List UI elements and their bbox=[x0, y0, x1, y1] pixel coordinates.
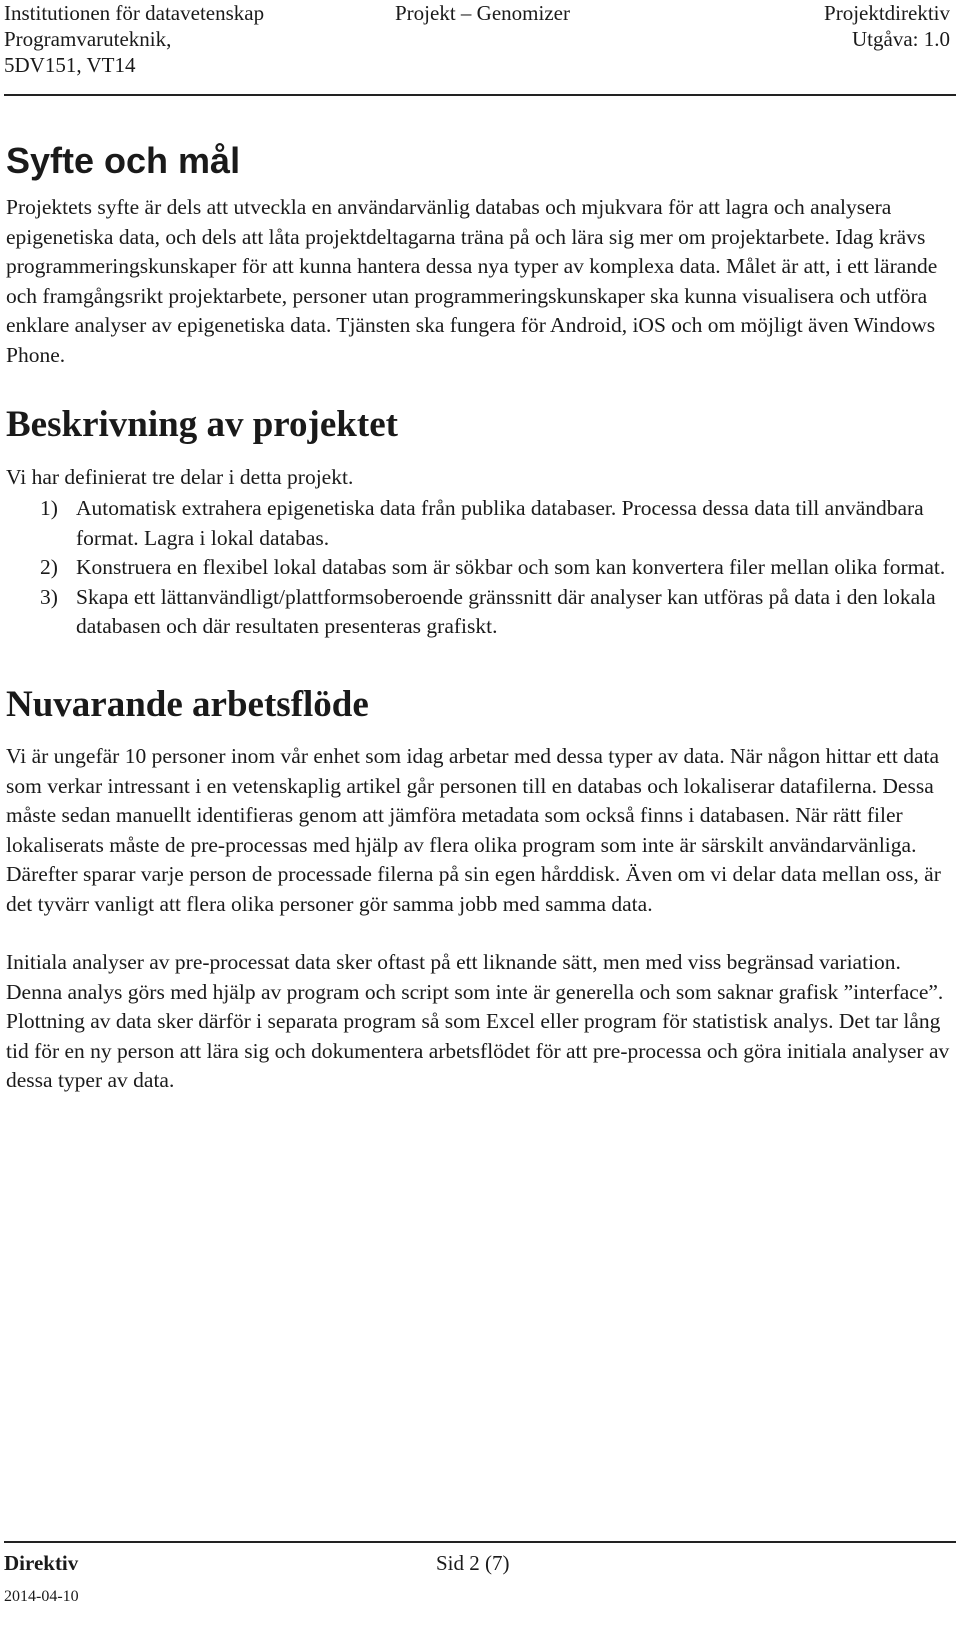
project-parts-list bbox=[6, 494, 950, 642]
footer-date: 2014-04-10 bbox=[4, 1588, 79, 1605]
page-header bbox=[4, 0, 956, 96]
header-right bbox=[824, 0, 950, 52]
footer-page-number: Sid 2 (7) bbox=[436, 1551, 510, 1575]
list-item bbox=[6, 553, 950, 583]
section-heading-syfte: Syfte och mål bbox=[6, 140, 241, 181]
list-item-number: 2) bbox=[40, 555, 58, 580]
document-body bbox=[6, 140, 950, 1096]
list-item-number: 1) bbox=[40, 496, 58, 521]
nuvarande-paragraph-2: Initiala analyser av pre-processat data sker oftast på ett liknande sätt, men med viss begränsad variation. Denna analys görs med hjälp av program och script som inte är generella och som saknar grafisk ”interface”. Plottning av data sker därför i separata program så som Excel eller program för statistisk analys. Det tar lång tid för en ny person att lära sig och dokumentera arbetsflödet för att pre-processa och göra initiala analyser av dessa typer av data. bbox=[6, 950, 950, 1093]
list-item-text: Skapa ett lättanvändligt/plattformsoberoende gränssnitt där analyser kan utföras på data i den lokala databasen och där resultaten presenteras grafiskt. bbox=[76, 584, 936, 639]
header-version: Utgåva: 1.0 bbox=[852, 27, 950, 51]
header-center bbox=[395, 0, 570, 26]
section-heading-beskrivning: Beskrivning av projektet bbox=[6, 404, 398, 446]
list-item-text: Automatisk extrahera epigenetiska data från publika databaser. Processa dessa data till användbara format. Lagra i lokal databas. bbox=[76, 496, 924, 550]
header-project: Projekt – Genomizer bbox=[395, 1, 570, 25]
header-course: 5DV151, VT14 bbox=[4, 53, 136, 77]
header-department: Programvaruteknik, bbox=[4, 27, 172, 51]
beskrivning-intro: Vi har definierat tre delar i detta projekt. bbox=[6, 464, 354, 489]
nuvarande-paragraph-1: Vi är ungefär 10 personer inom vår enhet som idag arbetar med dessa typer av data. När någon hittar ett data som verkar intressant i en vetenskaplig artikel går personen till en databas och lokaliserar datafilerna. Dessa måste sedan manuellt identifieras genom att jämföra metadata som också finns i databasen. När rätt filer lokaliserats måste de pre-processas med hjälp av flera olika program som inte är särskilt användarvänliga. Därefter sparar varje person de processade filerna på sin egen hårddisk. Även om vi delar data mellan oss, är det tyvärr vanligt att flera olika personer gör samma jobb med samma data. bbox=[6, 744, 941, 916]
header-doc-type: Projektdirektiv bbox=[824, 1, 950, 25]
list-item-text: Konstruera en flexibel lokal databas som är sökbar och som kan konvertera filer mellan olika format. bbox=[76, 555, 946, 580]
header-institution: Institutionen för datavetenskap bbox=[4, 1, 265, 25]
list-item bbox=[6, 583, 950, 642]
list-item-number: 3) bbox=[40, 584, 58, 609]
header-left bbox=[4, 0, 264, 78]
page-footer bbox=[4, 1541, 956, 1605]
footer-label: Direktiv bbox=[4, 1551, 79, 1575]
section-heading-nuvarande: Nuvarande arbetsflöde bbox=[6, 683, 369, 725]
section-text-syfte: Projektets syfte är dels att utveckla en användarvänlig databas och mjukvara för att lagra och analysera epigenetiska data, och dels att låta projektdeltagarna träna på och lära sig mer om projektarbete. Idag krävs programmeringskunskaper för att kunna hantera dessa nya typer av komplexa data. Målet är att, i ett lärande och framgångsrikt projektarbete, personer utan programmeringskunskaper ska kunna visualisera och utföra enklare analyser av epigenetiska data. Tjänsten ska fungera för Android, iOS och om möjligt även Windows Phone. bbox=[6, 195, 938, 367]
list-item bbox=[6, 494, 950, 553]
